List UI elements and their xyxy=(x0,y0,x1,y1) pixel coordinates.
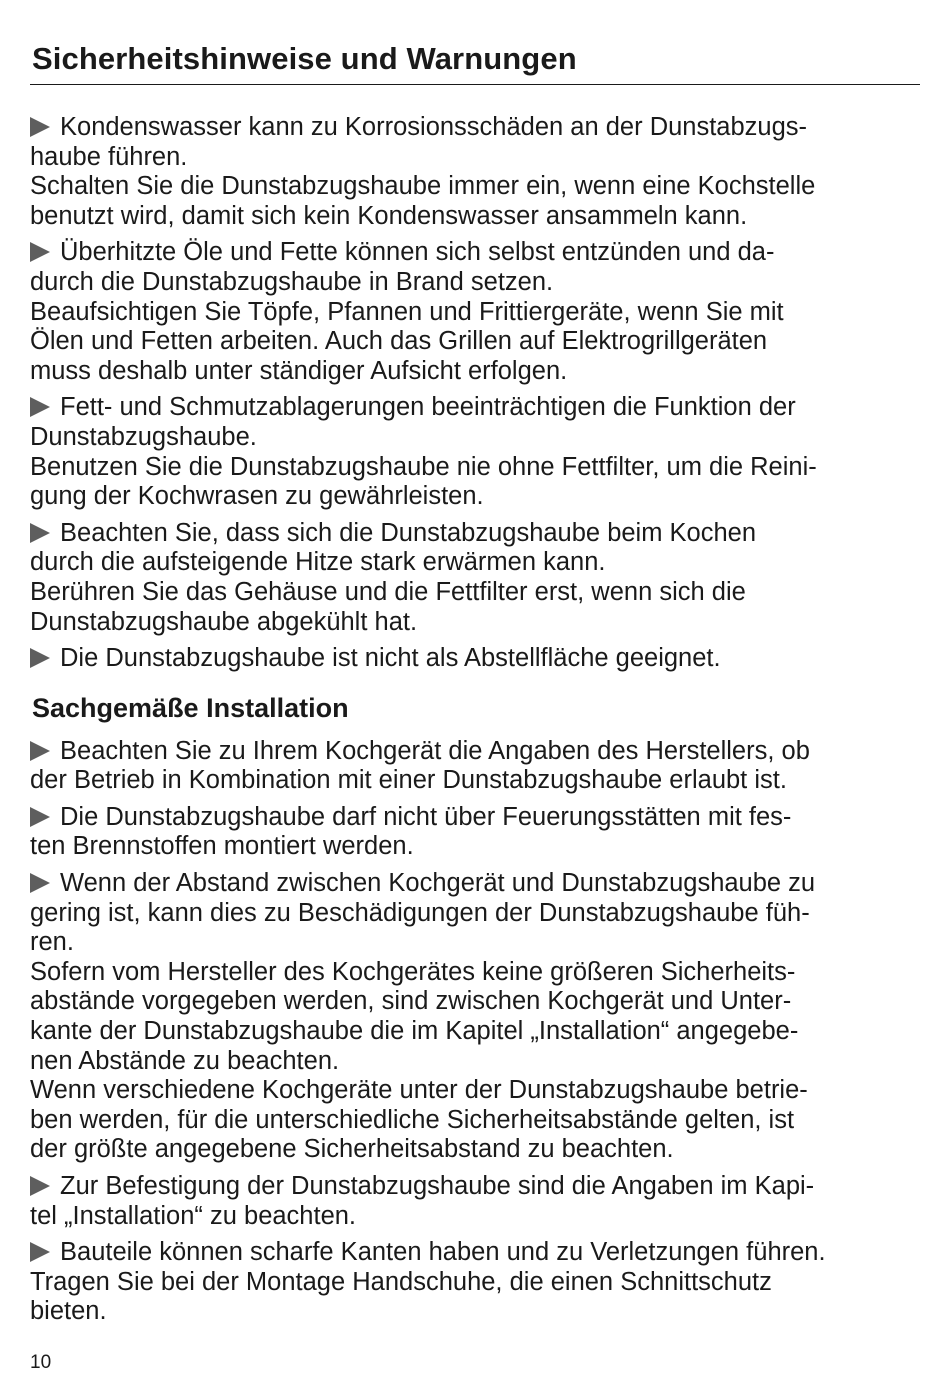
warning-line xyxy=(30,644,920,674)
warning-line: abstände vorgegeben werden, sind zwischen Kochgerät und Unter- xyxy=(30,987,792,1016)
warning-line xyxy=(30,113,920,143)
warning-line: gering ist, kann dies zu Beschädigungen der Dunstabzugshaube füh- xyxy=(30,898,810,927)
warning-line xyxy=(30,1172,920,1202)
warning-line: durch die aufsteigende Hitze stark erwärmen kann. xyxy=(30,548,606,577)
warning-line: Ölen und Fetten arbeiten. Auch das Grillen auf Elektrogrillgeräten xyxy=(30,327,768,356)
warning-line: der Betrieb in Kombination mit einer Dunstabzugshaube erlaubt ist. xyxy=(30,766,787,795)
warning-line xyxy=(30,238,920,268)
bullet-triangle-icon xyxy=(30,1176,50,1196)
warning-item xyxy=(30,803,920,862)
warning-line: ren. xyxy=(30,928,74,957)
warning-lead: Zur Befestigung der Dunstabzugshaube sind die Angaben im Kapi- xyxy=(60,1172,815,1200)
warning-line: benutzt wird, damit sich kein Kondenswasser ansammeln kann. xyxy=(30,201,748,230)
warning-item xyxy=(30,1238,920,1327)
warning-item xyxy=(30,113,920,231)
warning-item xyxy=(30,393,920,511)
bullet-triangle-icon xyxy=(30,741,50,761)
warning-lead: Wenn der Abstand zwischen Kochgerät und Dunstabzugshaube zu xyxy=(60,869,816,898)
warning-lead: Die Dunstabzugshaube ist nicht als Abstellfläche geeignet. xyxy=(60,644,721,673)
page-number: 10 xyxy=(30,1352,52,1373)
warning-line: kante der Dunstabzugshaube die im Kapitel „Installation“ angegebe- xyxy=(30,1017,799,1046)
warning-line: nen Abstände zu beachten. xyxy=(30,1046,340,1075)
bullet-triangle-icon xyxy=(30,117,50,137)
warning-line: Dunstabzugshaube abgekühlt hat. xyxy=(30,607,418,636)
warning-line: Schalten Sie die Dunstabzugshaube immer ein, wenn eine Kochstelle xyxy=(30,172,816,201)
bullet-triangle-icon xyxy=(30,523,50,543)
warning-item xyxy=(30,519,920,637)
warning-lead: Fett- und Schmutzablagerungen beeinträchtigen die Funktion der xyxy=(60,393,796,422)
warning-line xyxy=(30,519,920,549)
page-content xyxy=(30,0,920,1327)
warning-item xyxy=(30,238,920,386)
bullet-triangle-icon xyxy=(30,807,50,827)
warning-line: ten Brennstoffen montiert werden. xyxy=(30,832,414,861)
warning-line xyxy=(30,803,920,833)
bullet-triangle-icon xyxy=(30,397,50,417)
warning-line: der größte angegebene Sicherheitsabstand zu beachten. xyxy=(30,1135,674,1164)
warning-item xyxy=(30,737,920,796)
warning-lead: Die Dunstabzugshaube darf nicht über Feuerungsstätten mit fes- xyxy=(60,802,792,831)
warning-lead: Bauteile können scharfe Kanten haben und zu Verletzungen führen. xyxy=(60,1238,826,1267)
warning-line: tel „Installation“ zu beachten. xyxy=(30,1201,357,1230)
bullet-triangle-icon xyxy=(30,873,50,893)
warning-line xyxy=(30,393,920,423)
warning-line: Benutzen Sie die Dunstabzugshaube nie ohne Fettfilter, um die Reini- xyxy=(30,452,817,481)
warning-line: ben werden, für die unterschiedliche Sicherheitsabstände gelten, ist xyxy=(30,1105,795,1134)
warning-line: Sofern vom Hersteller des Kochgerätes keine größeren Sicherheits- xyxy=(30,957,796,986)
warning-lead: Kondenswasser kann zu Korrosionsschäden an der Dunstabzugs- xyxy=(60,113,808,141)
bullet-triangle-icon xyxy=(30,1242,50,1262)
warning-line: durch die Dunstabzugshaube in Brand setzen. xyxy=(30,267,554,296)
warning-line xyxy=(30,1238,920,1268)
title-rule xyxy=(30,84,920,85)
warning-lead: Überhitzte Öle und Fette können sich selbst entzünden und da- xyxy=(60,238,775,267)
warning-line: bieten. xyxy=(30,1297,107,1326)
warning-lead: Beachten Sie zu Ihrem Kochgerät die Angaben des Herstellers, ob xyxy=(60,736,810,765)
warning-line: Beaufsichtigen Sie Töpfe, Pfannen und Frittiergeräte, wenn Sie mit xyxy=(30,297,784,326)
warning-lead: Beachten Sie, dass sich die Dunstabzugshaube beim Kochen xyxy=(60,518,757,547)
warning-line xyxy=(30,737,920,767)
warning-line: haube führen. xyxy=(30,142,188,171)
warning-item xyxy=(30,869,920,1165)
warning-line: Dunstabzugshaube. xyxy=(30,422,257,451)
warning-line: muss deshalb unter ständiger Aufsicht erfolgen. xyxy=(30,356,568,385)
section-title: Sachgemäße Installation xyxy=(32,692,349,723)
warning-line: Tragen Sie bei der Montage Handschuhe, die einen Schnittschutz xyxy=(30,1267,772,1296)
warning-line: gung der Kochwrasen zu gewährleisten. xyxy=(30,482,484,511)
bullet-triangle-icon xyxy=(30,648,50,668)
bullet-triangle-icon xyxy=(30,242,50,262)
warning-item xyxy=(30,644,920,674)
warning-item xyxy=(30,1172,920,1231)
page-title: Sicherheitshinweise und Warnungen xyxy=(32,41,577,76)
warning-line: Wenn verschiedene Kochgeräte unter der Dunstabzugshaube betrie- xyxy=(30,1076,808,1105)
warning-line xyxy=(30,869,920,899)
warning-line: Berühren Sie das Gehäuse und die Fettfilter erst, wenn sich die xyxy=(30,577,746,606)
